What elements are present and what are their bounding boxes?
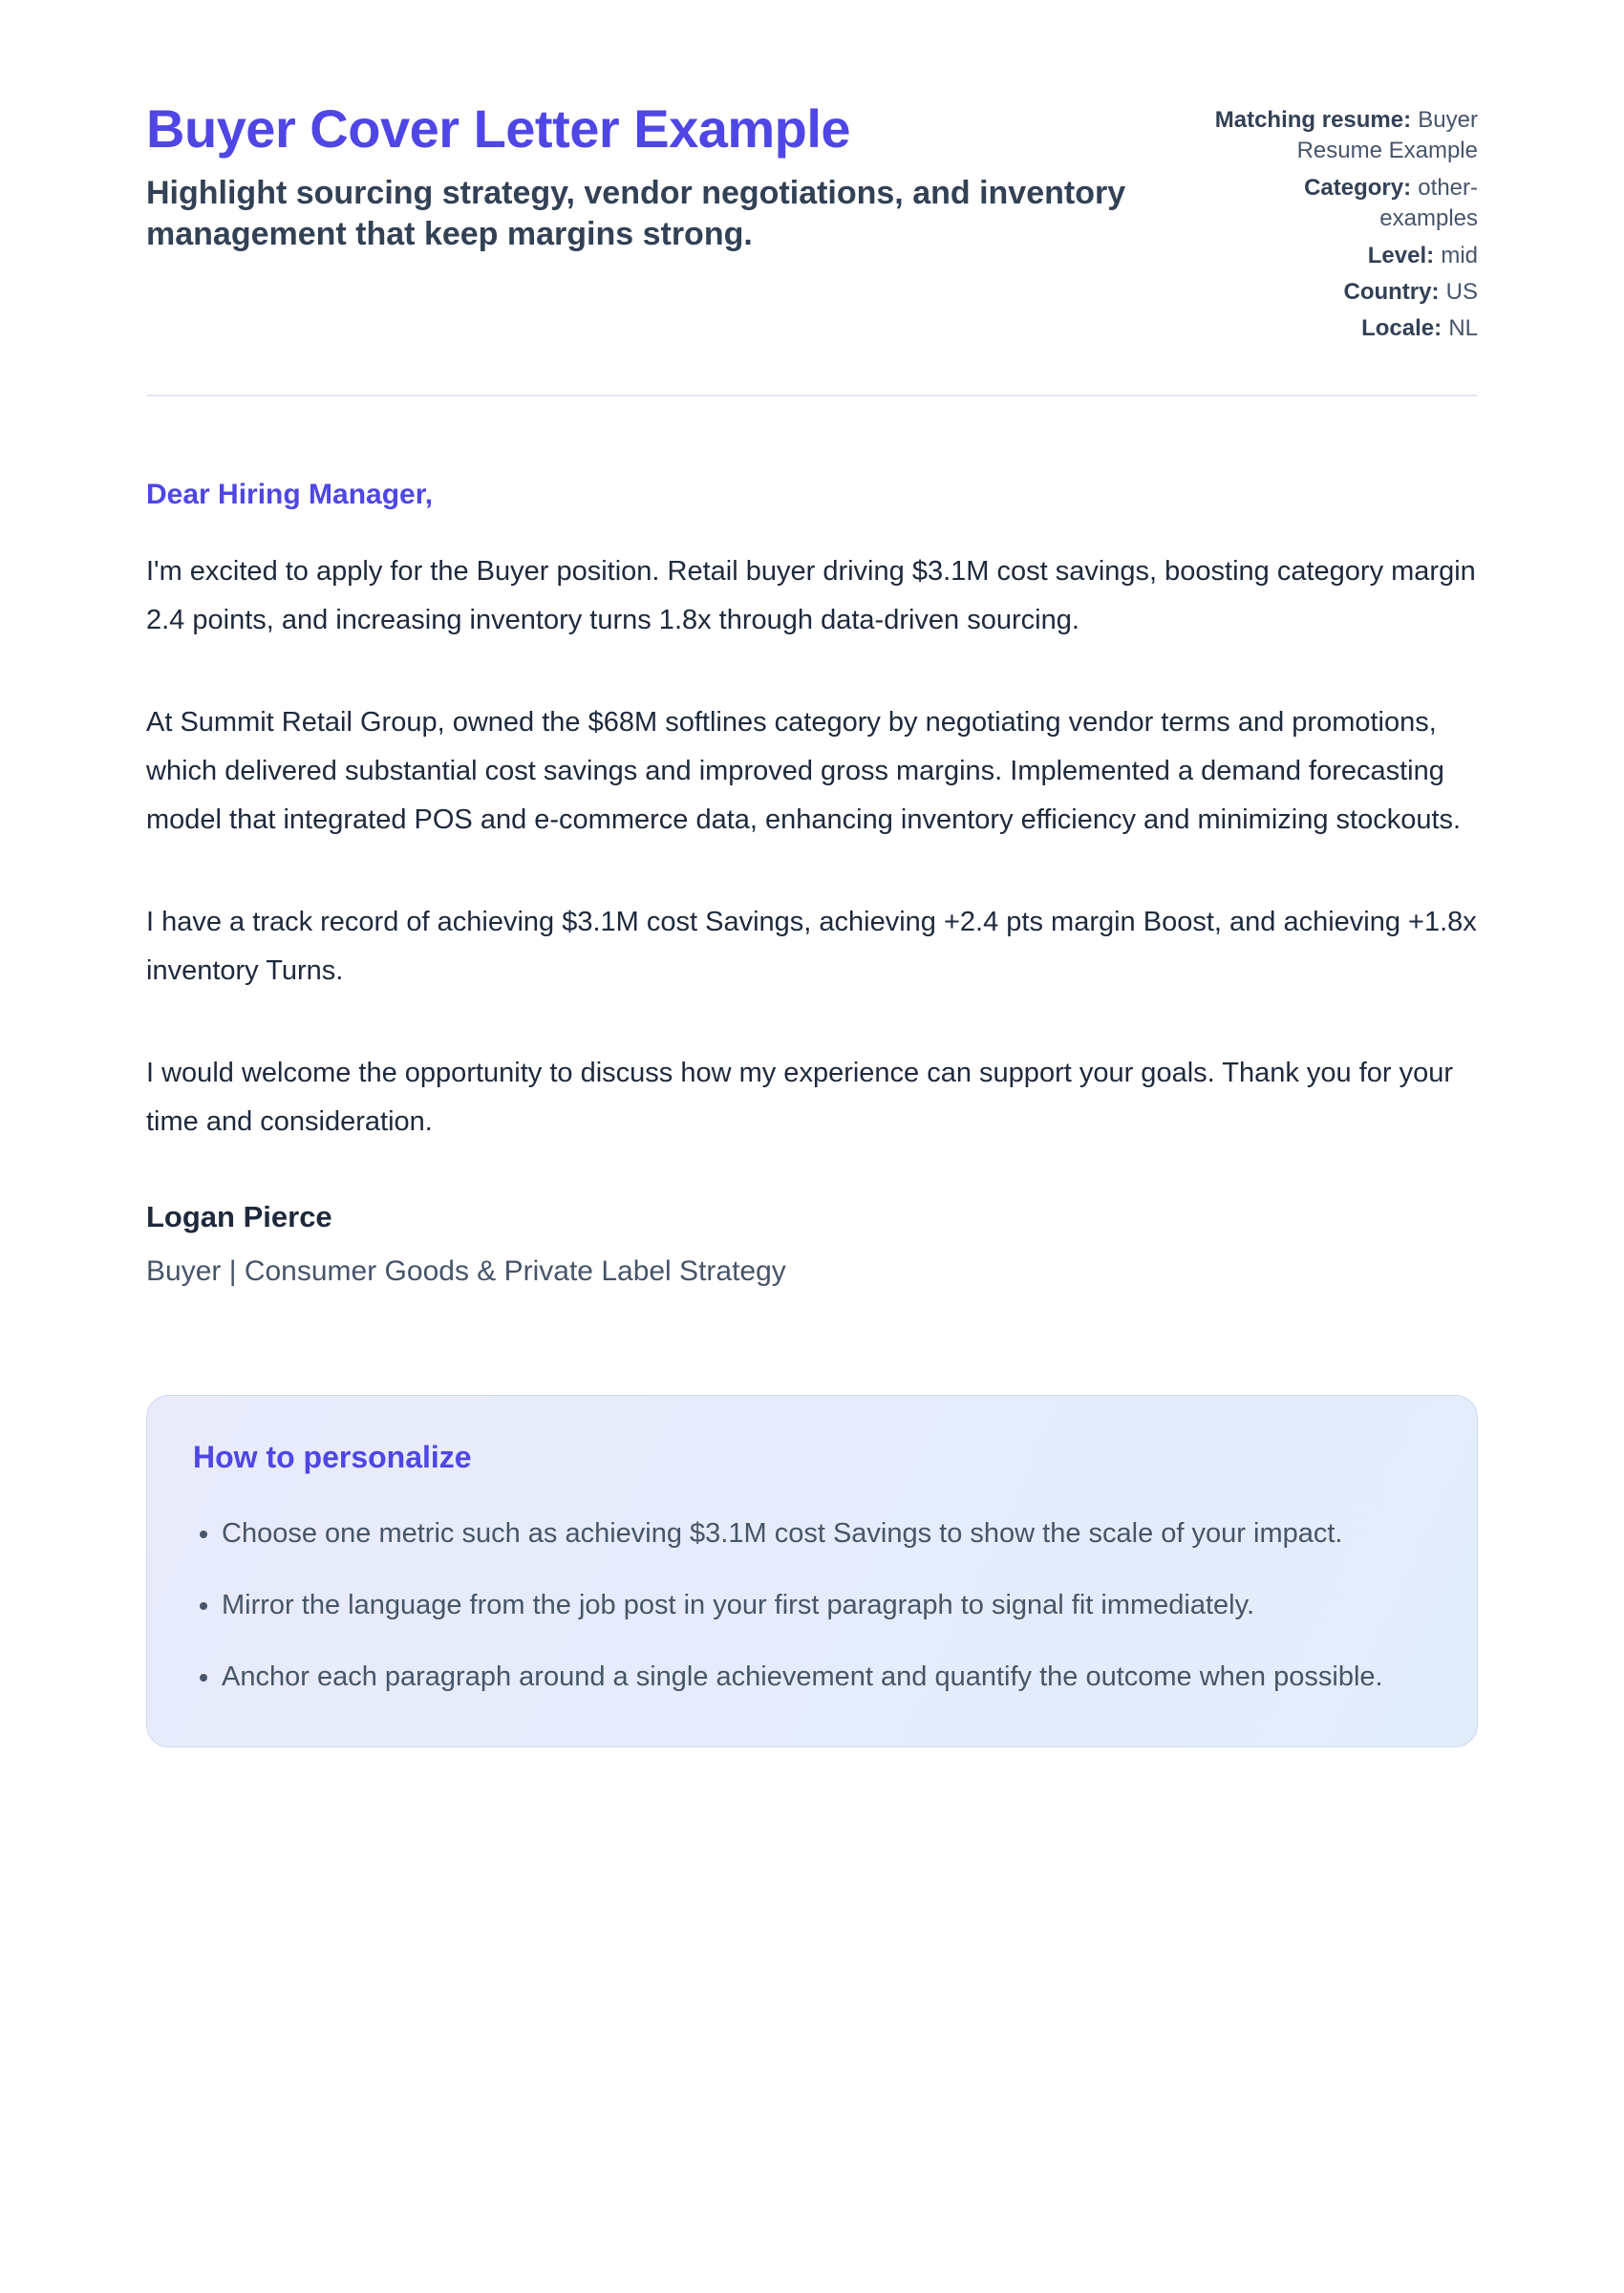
meta-label: Country: xyxy=(1343,278,1440,305)
salutation: Dear Hiring Manager, xyxy=(146,478,434,510)
header-divider xyxy=(146,395,1478,396)
letter-paragraph: I'm excited to apply for the Buyer position. Retail buyer driving $3.1M cost savings, boosting category margin 2.4 points, and increasing inventory turns 1.8x through data-driven sourcing. xyxy=(146,555,1476,635)
meta-label: Category: xyxy=(1304,174,1412,201)
signature-block xyxy=(146,1200,1478,1288)
meta-item-matching-resume xyxy=(1212,105,1478,167)
meta-item-country xyxy=(1212,277,1478,308)
header-title-block xyxy=(146,99,1130,254)
tip-item: • Choose one metric such as achieving $3.1M cost Savings to show the scale of your impact. xyxy=(222,1510,1431,1558)
signature-name: Logan Pierce xyxy=(146,1200,332,1234)
meta-value: NL xyxy=(1448,315,1478,342)
letter-paragraph: I have a track record of achieving $3.1M cost Savings, achieving +2.4 pts margin Boost, and achieving +1.8x inventory Turns. xyxy=(146,906,1477,986)
resume-meta xyxy=(1212,99,1478,351)
cover-letter-body xyxy=(146,479,1478,1288)
tips-list xyxy=(193,1510,1431,1701)
tip-item: • Mirror the language from the job post in your first paragraph to signal fit immediately. xyxy=(222,1581,1431,1630)
meta-label: Level: xyxy=(1367,242,1435,268)
meta-label: Locale: xyxy=(1361,315,1442,342)
tip-item: • Anchor each paragraph around a single achievement and quantify the outcome when possible. xyxy=(222,1653,1431,1702)
letter-paragraph: At Summit Retail Group, owned the $68M softlines category by negotiating vendor terms and promotions, which delivered substantial cost savings and improved gross margins. Implemented a demand forecasting model that integrated POS and e-commerce data, enhancing inventory efficiency and minimizing stockouts. xyxy=(146,706,1462,835)
meta-item-category xyxy=(1212,173,1478,235)
letter-paragraph: I would welcome the opportunity to discuss how my experience can support your goals. Thank you for your time and consideration. xyxy=(146,1057,1454,1137)
page-subtitle: Highlight sourcing strategy, vendor negotiations, and inventory management that keep margins strong. xyxy=(146,174,1126,252)
meta-item-locale xyxy=(1212,313,1478,344)
meta-value: Buyer Resume Example xyxy=(1296,107,1478,164)
signature-role: Buyer | Consumer Goods & Private Label Strategy xyxy=(146,1255,786,1288)
page-header xyxy=(146,99,1478,351)
meta-value: US xyxy=(1445,278,1478,305)
meta-value: mid xyxy=(1441,242,1478,268)
how-to-personalize-card xyxy=(146,1395,1478,1747)
meta-item-level xyxy=(1212,241,1478,271)
meta-label: Matching resume: xyxy=(1214,107,1412,133)
meta-value: other-examples xyxy=(1379,174,1478,232)
tips-heading: How to personalize xyxy=(193,1440,472,1475)
page-title: Buyer Cover Letter Example xyxy=(146,98,851,159)
